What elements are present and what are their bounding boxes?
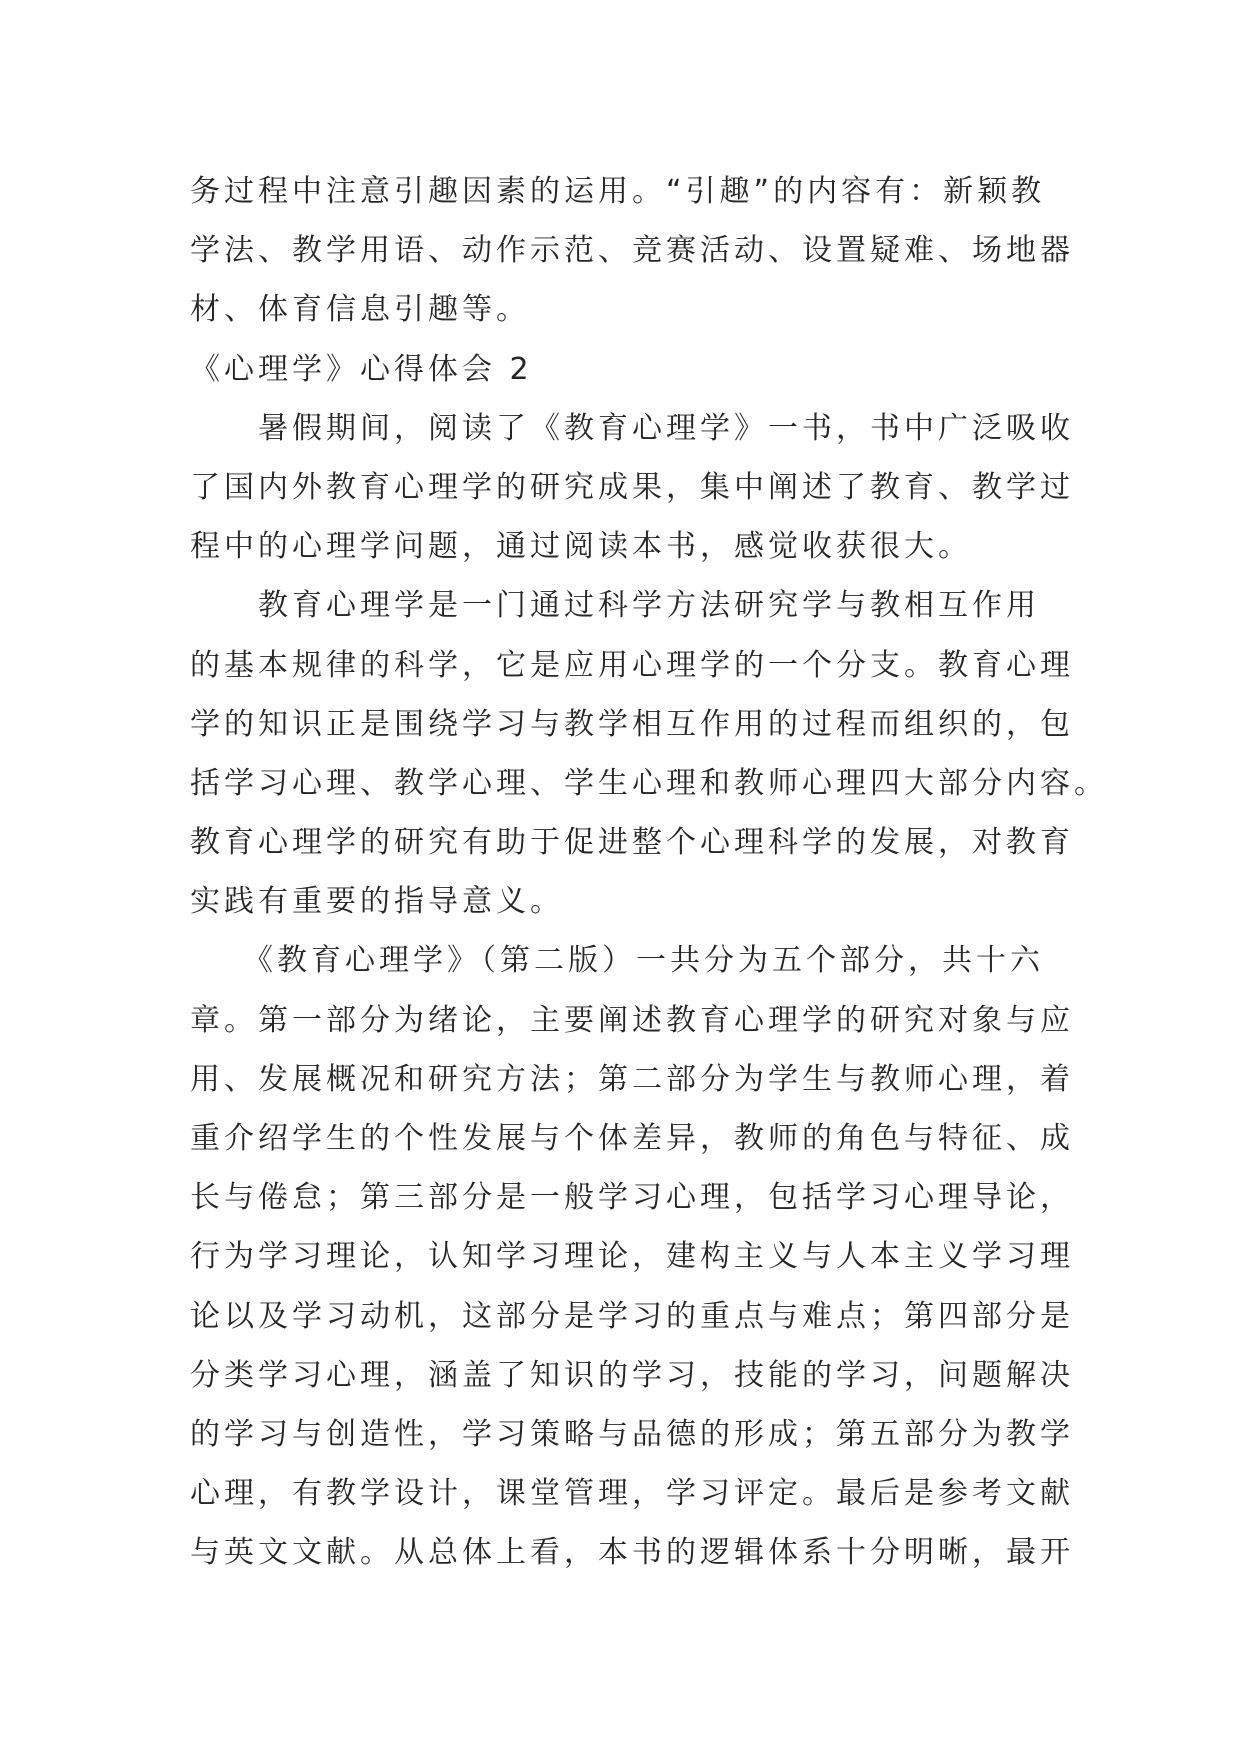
text-line: 教育心理学是一门通过科学方法研究学与教相互作用 (190, 588, 1040, 624)
text-line: 了国内外教育心理学的研究成果，集中阐述了教育、教学过 (190, 469, 1074, 505)
text-line: 学的知识正是围绕学习与教学相互作用的过程而组织的，包 (190, 706, 1074, 742)
text-line: 分类学习心理，涵盖了知识的学习，技能的学习，问题解决 (190, 1357, 1074, 1393)
text-line: 暑假期间，阅读了《教育心理学》一书，书中广泛吸收 (190, 410, 1074, 446)
text-line: 学法、教学用语、动作示范、竞赛活动、设置疑难、场地器 (190, 233, 1074, 269)
text-line: 用、发展概况和研究方法；第二部分为学生与教师心理，着 (190, 1061, 1074, 1097)
text-line: 长与倦怠；第三部分是一般学习心理，包括学习心理导论， (190, 1180, 1074, 1216)
text-line: 材、体育信息引趣等。 (190, 292, 530, 328)
text-line: 程中的心理学问题，通过阅读本书，感觉收获很大。 (190, 529, 972, 565)
text-line: 实践有重要的指导意义。 (190, 884, 564, 920)
document-body (190, 162, 1108, 1583)
text-line: 《教育心理学》（第二版）一共分为五个部分，共十六 (190, 943, 1044, 979)
text-line: 章。第一部分为绪论，主要阐述教育心理学的研究对象与应 (190, 1002, 1074, 1038)
text-line: 行为学习理论，认知学习理论，建构主义与人本主义学习理 (190, 1239, 1074, 1275)
text-line: 重介绍学生的个性发展与个体差异，教师的角色与特征、成 (190, 1121, 1074, 1156)
text-line: 括学习心理、教学心理、学生心理和教师心理四大部分内容。 (190, 765, 1108, 801)
text-line: 论以及学习动机，这部分是学习的重点与难点；第四部分是 (190, 1298, 1074, 1334)
text-line: 教育心理学的研究有助于促进整个心理科学的发展，对教育 (190, 825, 1074, 861)
text-line: 的基本规律的科学，它是应用心理学的一个分支。教育心理 (190, 647, 1074, 683)
section-heading: 《心理学》心得体会 2 (190, 351, 533, 387)
text-line: 的学习与创造性，学习策略与品德的形成；第五部分为教学 (190, 1416, 1074, 1452)
text-line: 与英文文献。从总体上看，本书的逻辑体系十分明晰，最开 (190, 1535, 1074, 1571)
text-line: 心理，有教学设计，课堂管理，学习评定。最后是参考文献 (190, 1476, 1074, 1512)
text-line: 务过程中注意引趣因素的运用。“引趣”的内容有：新颖教 (190, 174, 1046, 209)
